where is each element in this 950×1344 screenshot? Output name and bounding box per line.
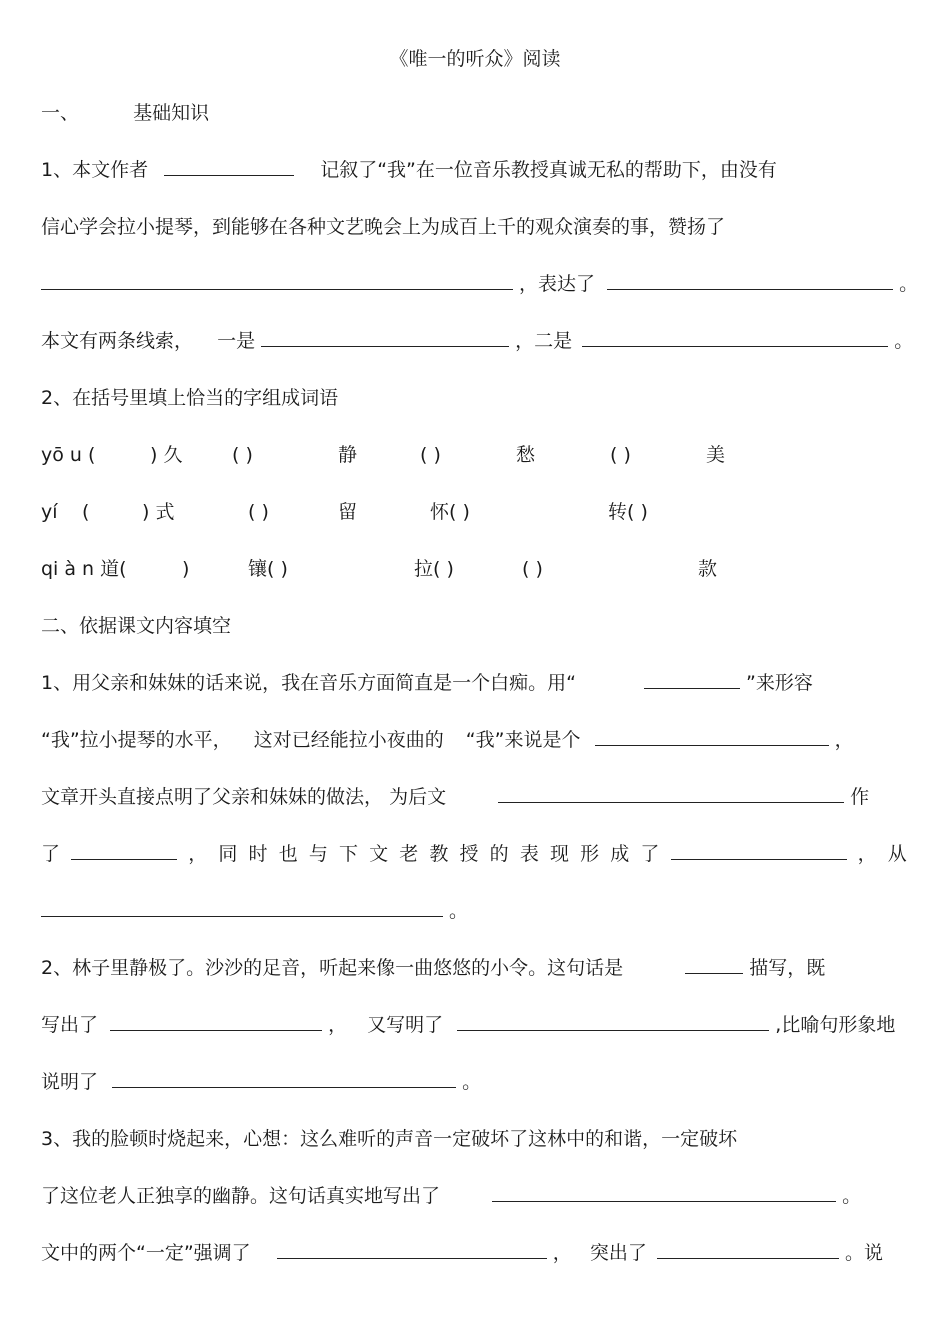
row3-item: 拉( ) — [414, 558, 454, 580]
p1-text: 。 — [449, 900, 469, 922]
p3-text: 。说 — [844, 1242, 883, 1264]
p2-blank-a[interactable] — [110, 1012, 322, 1031]
p1-char: 授 — [459, 843, 479, 865]
p1-char: ， — [188, 843, 208, 865]
row2-item: 留 — [338, 501, 358, 523]
q1-text: 。 — [899, 273, 919, 295]
p1-text: 这对已经能拉小夜曲的 — [253, 729, 444, 751]
row1-item: 美 — [706, 444, 726, 466]
q1-text: ，表达了 — [519, 273, 596, 295]
p1-char: 文 — [369, 843, 389, 865]
praise-blank[interactable] — [41, 271, 513, 290]
describe-blank[interactable] — [644, 670, 740, 689]
p3-text: 了这位老人正独享的幽静。这句话真实地写出了 — [41, 1185, 441, 1207]
row2-item: ) 式 — [142, 501, 175, 523]
express-blank[interactable] — [607, 271, 893, 290]
p2-text: ,比喻句形象地 — [775, 1014, 896, 1036]
row2-item: 转( ) — [608, 501, 648, 523]
section-1-title: 基础知识 — [133, 102, 210, 124]
row3-item: ( ) — [522, 558, 543, 580]
section-1-number: 一、 — [41, 102, 80, 124]
p1-char: 现 — [549, 843, 569, 865]
p1-text: 文章开头直接点明了父亲和妹妹的做法， — [41, 786, 384, 808]
q1-text: 。 — [894, 330, 914, 352]
row2-item: ( — [82, 501, 90, 523]
p3-line-3 — [41, 1240, 883, 1266]
p1-text: 作 — [850, 786, 870, 808]
row1-item: ) 久 — [150, 444, 183, 466]
q2-heading: 2、在括号里填上恰当的字组成词语 — [41, 387, 339, 409]
p2-line-3 — [41, 1069, 481, 1095]
p2-text: 。 — [462, 1071, 482, 1093]
p1-line-4 — [41, 841, 907, 867]
p2-blank-c[interactable] — [112, 1069, 456, 1088]
p1-line-5 — [41, 898, 468, 924]
p1-char: 同 — [218, 843, 238, 865]
p1-text: “我”来说是个 — [465, 729, 581, 751]
p2-line-1 — [41, 955, 825, 981]
clue-2-blank[interactable] — [582, 328, 888, 347]
row3-item: 款 — [698, 558, 718, 580]
q1-line-4 — [41, 328, 913, 354]
p1-text: 为后文 — [389, 786, 447, 808]
page-title: 《唯一的听众》阅读 — [389, 48, 561, 70]
p2-blank-b[interactable] — [457, 1012, 769, 1031]
p3-text: 。 — [842, 1185, 862, 1207]
p1-char: ， — [857, 843, 877, 865]
q1-text: 1、本文作者 — [41, 159, 149, 181]
clue-1-blank[interactable] — [261, 328, 509, 347]
description-type-blank[interactable] — [685, 955, 743, 974]
q1-line-3 — [41, 271, 918, 297]
p1-line-3 — [41, 784, 869, 810]
p1-line-1 — [41, 670, 813, 696]
p1-text: “我”拉小提琴的水平， — [41, 729, 232, 751]
p1-char: 了 — [41, 843, 61, 865]
row1-item: ( ) — [420, 444, 441, 466]
p3-blank-c[interactable] — [657, 1240, 839, 1259]
p1-char: 下 — [338, 843, 358, 865]
row3-item: 镶( ) — [248, 558, 288, 580]
author-blank[interactable] — [164, 157, 294, 176]
row1-item: ( ) — [232, 444, 253, 466]
row2-item: ( ) — [248, 501, 269, 523]
p3-text: ， — [552, 1242, 572, 1264]
foreshadow-blank[interactable] — [498, 784, 844, 803]
row1-item: ( ) — [610, 444, 631, 466]
p1-text: ， — [834, 729, 854, 751]
p1-text: ”来形容 — [746, 672, 813, 694]
q1-text: 记叙了“我”在一位音乐教授真诚无私的帮助下，由没有 — [320, 159, 777, 181]
p1-char: 也 — [278, 843, 298, 865]
p1-char: 老 — [399, 843, 419, 865]
section-2-heading: 二、依据课文内容填空 — [41, 615, 232, 637]
p3-blank-a[interactable] — [492, 1183, 836, 1202]
row3-item: ) — [182, 558, 190, 580]
p1-blank-c[interactable] — [41, 898, 443, 917]
p2-text: 2、林子里静极了。沙沙的足音，听起来像一曲悠悠的小令。这句话是 — [41, 957, 624, 979]
p1-line-2 — [41, 727, 854, 753]
p3-text: 文中的两个“一定”强调了 — [41, 1242, 251, 1264]
p2-text: 写出了 — [41, 1014, 99, 1036]
q1-line-1 — [41, 157, 777, 183]
p2-text: 又写明了 — [367, 1014, 444, 1036]
q1-text: 一是 — [217, 330, 256, 352]
section-1-heading — [41, 100, 209, 126]
p1-char: 形 — [580, 843, 600, 865]
p1-char: 与 — [308, 843, 328, 865]
row2-item: 怀( ) — [430, 501, 470, 523]
p1-char: 表 — [519, 843, 539, 865]
p2-text: ， — [328, 1014, 348, 1036]
p2-line-2 — [41, 1012, 895, 1038]
p1-char: 从 — [887, 843, 907, 865]
p3-text: 突出了 — [589, 1242, 647, 1264]
p2-text: 描写，既 — [749, 957, 826, 979]
p1-char: 的 — [489, 843, 509, 865]
pinyin-you: yō u ( — [41, 444, 96, 466]
pinyin-yi: yí — [41, 501, 58, 523]
p1-char: 了 — [640, 843, 660, 865]
p1-char: 时 — [248, 843, 268, 865]
row1-item: 静 — [338, 444, 358, 466]
q1-text: ，二是 — [515, 330, 573, 352]
p1-char: 教 — [429, 843, 449, 865]
q1-line-2: 信心学会拉小提琴，到能够在各种文艺晚会上为成百上千的观众演奏的事，赞扬了 — [41, 216, 726, 238]
p1-text: 1、用父亲和妹妹的话来说，我在音乐方面简直是一个白痴。用“ — [41, 672, 576, 694]
p1-blank-b[interactable] — [671, 841, 847, 860]
p3-blank-b[interactable] — [277, 1240, 547, 1259]
p1-char: 成 — [610, 843, 630, 865]
p3-line-1: 3、我的脸顿时烧起来，心想：这么难听的声音一定破坏了这林中的和谐，一定破坏 — [41, 1128, 738, 1150]
p3-line-2 — [41, 1183, 861, 1209]
q1-text: 本文有两条线索， — [41, 330, 194, 352]
pinyin-qian: qi à n 道( — [41, 558, 127, 580]
meaning-blank[interactable] — [595, 727, 829, 746]
p2-text: 说明了 — [41, 1071, 99, 1093]
p1-blank-a[interactable] — [71, 841, 177, 860]
row1-item: 愁 — [516, 444, 536, 466]
